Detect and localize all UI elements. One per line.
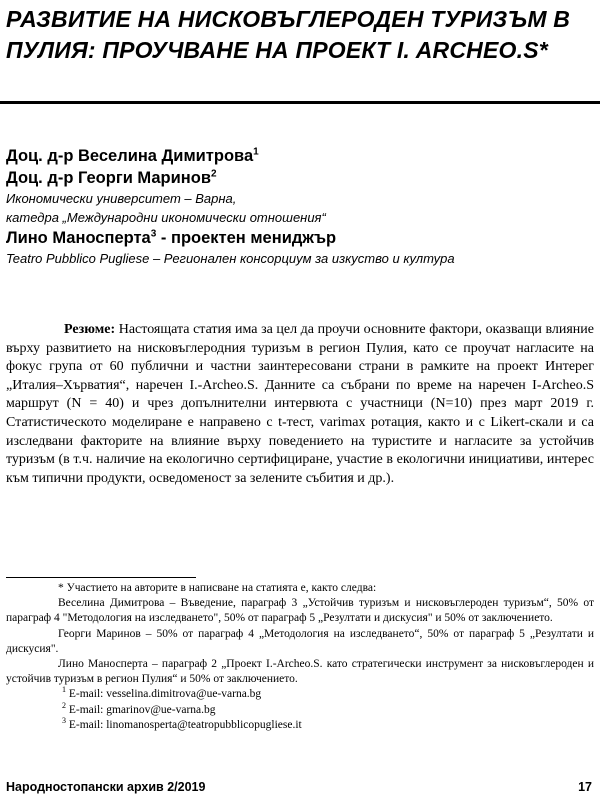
affiliation-line: Икономически университет – Варна, — [6, 191, 237, 206]
footnote-email: $^2$ E-mail: gmarinov@ue-varna.bg — [62, 700, 216, 716]
footnotes — [6, 581, 594, 733]
footnote-divider — [6, 577, 196, 578]
author-footnote-mark[interactable]: 2 — [210, 168, 217, 180]
title-divider — [0, 101, 600, 104]
footnote-contribution: Лино Маносперта – параграф 2 „Проект I.-Archeo.S. като стратегически инструмент за нисковъглероден и устойчив туризъм в регион Пулия“ и 50% от заключението. — [6, 658, 594, 686]
page-footer — [6, 780, 594, 796]
journal-name: Народностопански архив 2/2019 — [6, 780, 206, 794]
footnote-contribution: Веселина Димитрова – Въведение, параграф 3 „Устойчив туризъм и нисковъглероден туризъм“, 50% от параграф 4 "Методология на изследването", 50% от параграф 5 „Резултати и дискусия" и 50% от заключението. — [6, 597, 594, 625]
article-title: РАЗВИТИЕ НА НИСКОВЪГЛЕРОДЕН ТУРИЗЪМ В ПУЛИЯ: ПРОУЧВАНЕ НА ПРОЕКТ I. ARCHEO.S* — [6, 6, 571, 63]
footnote-email: $^1$ E-mail: vesselina.dimitrova@ue-varna.bg — [62, 685, 262, 701]
affiliation-line: катедра „Международни икономически отношения“ — [6, 210, 326, 225]
footnote-contribution: * Участието на авторите в написване на статията е, както следва: — [58, 582, 377, 594]
author-name: Доц. д-р Веселина Димитрова$^1$ — [6, 146, 259, 165]
abstract — [6, 321, 594, 488]
authors-block — [6, 145, 594, 268]
affiliation-line: Teatro Pubblico Pugliese – Регионален консорциум за изкуство и култура — [6, 251, 455, 266]
author-name: Доц. д-р Георги Маринов$^2$ — [6, 168, 217, 187]
abstract-label: Резюме: — [64, 322, 116, 337]
page-number: 17 — [578, 780, 592, 794]
abstract-text: Настоящата статия има за цел да проучи основните фактори, оказващи влияние върху развитието на нисковъглеродния туризъм в регион Пулия, като се проучат нагласите на фокус група от 60 публични и частни заинтересовани страни в рамките на проект Интерег „Италия–Хърватия“, наречен I.-Archeo.S. Данните са събрани по време на наречен I-Archeo.S маршрут (N = 40) и чрез допълнителни интервюта с участници (N=10) през март 2019 г. Статистическото моделиране е направено с t-тест, varimax ротация, както и с Likert-скали и са изследвани факторите на влияние върху поведението на туристите и нагласите за устойчив туризъм (в т.ч. наличие на екологично сертифициране, участие в екологични инициативи, интерес към типични продукти, осведоменост за зелените събития и др.). — [6, 322, 594, 486]
author-role: - проектен мениджър — [156, 229, 337, 247]
author-footnote-mark[interactable]: 3 — [150, 228, 157, 240]
author-footnote-mark[interactable]: 1 — [253, 146, 259, 158]
footnote-email: $^3$ E-mail: linomanosperta@teatropubblicopugliese.it — [62, 716, 302, 731]
footnote-contribution: Георги Маринов – 50% от параграф 4 „Методология на изследването“, 50% от параграф 5 „Резултати и дискусия". — [6, 627, 594, 655]
author-name: Лино Маносперта$^3$ - проектен мениджър — [6, 228, 337, 247]
